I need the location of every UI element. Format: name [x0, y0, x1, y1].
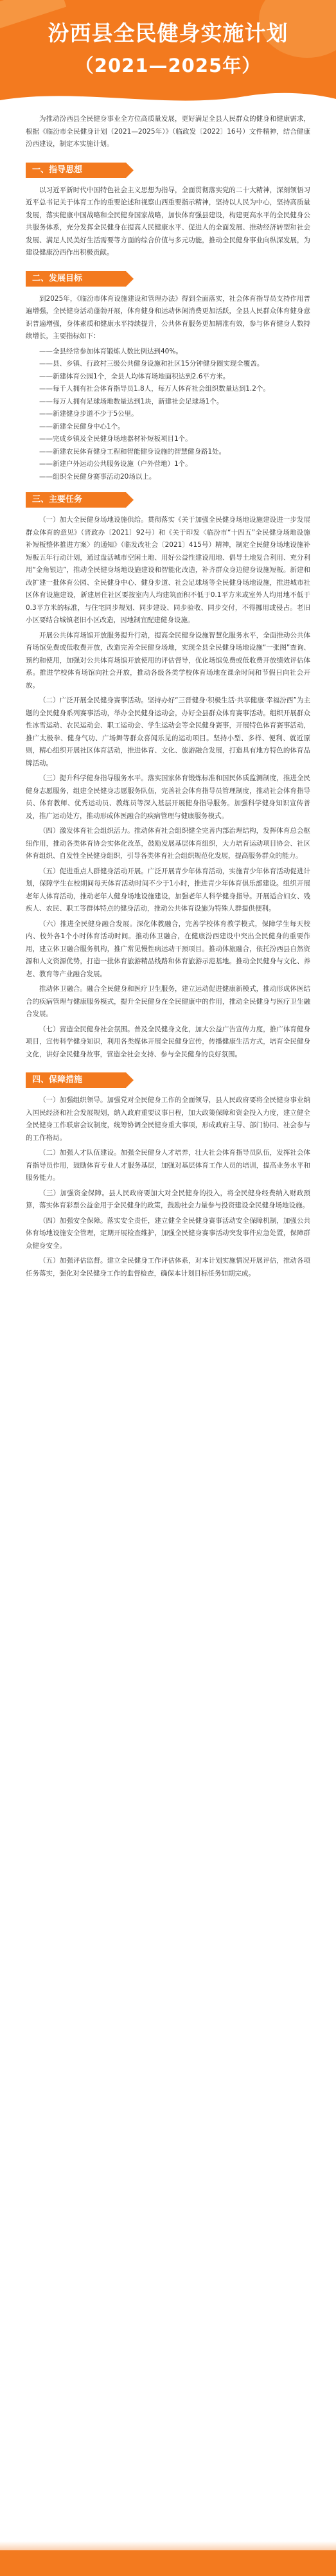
paragraph: （二）加强人才队伍建设。加强全民健身人才培养，壮大社会体育指导员队伍，发挥社会体育指导员作用，鼓励体育专业人才服务基层，加强对基层体育工作人员的培训，提高业务水平和服务能力。 — [26, 1149, 310, 1182]
paragraph: （三）加强资金保障。县人民政府要加大对全民健身的投入，将全民健身经费纳入财政预算，落实体育彩票公益金用于全民健身的政策，鼓励社会力量参与投资建设全民健身场地设施。 — [26, 1189, 310, 1209]
paragraph: （五）加强评估监督。建立全民健身工作评估体系，对本计划实施情况开展评估，推动各项任务落实，强化对全民健身工作的监督检查，确保本计划目标任务如期完成。 — [26, 1257, 310, 1277]
goal-item: ——新建农民体育健身工程和智能健身设施的智慧健身路1处。 — [39, 447, 226, 456]
goal-item: ——县、乡镇、行政村三级公共健身设施和社区15分钟健身圈实现全覆盖。 — [39, 360, 264, 368]
paragraph: 到2025年，《临汾市体育设施建设和管理办法》得到全面落实，社会体育指导员支持作用普遍增强，全民健身活动蓬勃开展，体育健身和运动休闲消费更加活跃，全县人民群众体育健身意识普遍增强，身体素质和健康水平持续提升，公共体育服务更加精准有效，参与体育健身人数持续增长，主要指标如下： — [26, 294, 310, 340]
goal-item: ——新建体育公园1个，全县人均体育场地面积达到2.6平方米。 — [39, 372, 230, 380]
header-banner — [0, 0, 336, 109]
footer-band — [0, 2550, 336, 2576]
paragraph: （四）加强安全保障。落实安全责任，建立健全全民健身赛事活动安全保障机制，加强公共体育场地设施安全管理，定期开展检查维护，加强全民健身赛事活动突发事件应急处置，保障群众健身安全。 — [26, 1216, 310, 1250]
paragraph: 开展公共体育场馆开放服务提升行动，提高全民健身设施智慧化服务水平，全面推动公共体育场馆免费或低收费开放，改造完善全民健身场地，实现全县全民健身场地设施“一张图”查询、预约和使用，加强对公共体育场馆开放使用的评估督导，优化场馆免费或低收费开放绩效评估体系。推进学校体育场馆向社会开放，推动各级各类学校体育场地在课余时间和节假日向社会开放。 — [26, 631, 310, 689]
paragraph: （六）推进全民健身融合发展。深化体教融合，完善学校体育教学模式，保障学生每天校内、校外各1个小时体育活动时间。推动体卫融合，在健康汾西建设中突出全民健身的重要作用，建立体卫融合服务机构，推广常见慢性病运动干预项目。推动体旅融合，依托汾西县自然资源和人文资源优势，打造一批体育旅游精品线路和体育旅游示范基地。推动全民健身与文化、养老、教育等产业融合发展。 — [26, 919, 310, 978]
paragraph: （五）促进重点人群健身活动开展。广泛开展青少年体育活动，实施青少年体育活动促进计划，保障学生在校期间每天体育活动时间不少于1小时，推进青少年体育俱乐部建设。组织开展老年人体育活动，推动老年人健身场地设施建设，加强老年人科学健身指导。开展适合妇女、残疾人、农民、职工等群体特点的健身活动，推动公共体育设施为特殊人群提供便利。 — [26, 867, 310, 912]
goal-item: ——新建全民健身中心1个。 — [39, 422, 125, 431]
goal-item: ——新建户外运动公共服务设施（户外营地）1个。 — [39, 460, 192, 468]
goal-item: ——全县经常参加体育锻炼人数比例达到40%。 — [39, 347, 182, 355]
paragraph: 推动体卫融合。融合全民健身和医疗卫生服务，建立运动促进健康新模式，推动形成体医结合的疾病管理与健康服务模式，提升全民健身在全民健康中的作用，推动全民健身与医疗卫生融合发展。 — [26, 985, 310, 1018]
intro-paragraph: 为推动汾西县全民健身事业全方位高质量发展，更好满足全县人民群众的健身和健康需求，根据《临汾市全民健身计划（2021—2025年）》（临政发〔2022〕16号）文件精神，结合健康汾西建设，制定本实施计划。 — [26, 115, 310, 148]
page-subtitle: （2021—2025年） — [75, 55, 261, 76]
section-heading-development-goals: 二、发展目标 — [26, 271, 126, 287]
goal-item: ——每万人拥有足球场地数量达到1块，新建社会足球场1个。 — [39, 397, 224, 405]
goal-item: ——新建健身步道不少于5公里。 — [39, 410, 138, 418]
goal-item: ——完成乡镇及全民健身场地器材补短板项目1个。 — [39, 435, 192, 443]
goal-item: ——组织全民健身赛事活动20场以上。 — [39, 472, 156, 481]
section-heading-guiding-ideology: 一、指导思想 — [26, 163, 126, 178]
paragraph: 以习近平新时代中国特色社会主义思想为指导，全面贯彻落实党的二十大精神，深刻领悟习近平总书记关于体育工作的重要论述和视察山西重要指示精神，坚持以人民为中心，坚持高质量发展，落实健康中国战略和全民健身国家战略，加快体育强县建设，构建更高水平的全民健身公共服务体系，充分发挥全民健身在提高人民健康水平、促进人的全面发展、推动经济转型和社会发展、满足人民美好生活需要等方面的综合价值与多元功能，推动全民健身事业向纵深发展，为建设健康汾西作出积极贡献。 — [26, 186, 310, 256]
section-heading-safeguards: 四、保障措施 — [26, 1072, 126, 1088]
header-wave-decoration — [0, 87, 336, 109]
paragraph: （三）提升科学健身指导服务水平。落实国家体育锻炼标准和国民体质监测制度，推进全民健身志愿服务，组建全民健身志愿服务队伍，完善社会体育指导员管理制度，推动社会体育指导员、体育教师、优秀运动员、教练员等深入基层开展健身指导服务。加强科学健身知识宣传普及，推广运动处方，推动形成体医融合的疾病管理与健康服务模式。 — [26, 774, 310, 820]
goal-item: ——每千人拥有社会体育指导员1.8人，每万人体育社会组织数量达到1.2个。 — [39, 385, 270, 393]
paragraph: （四）激发体育社会组织活力。推动体育社会组织健全完善内部治理结构，发挥体育总会枢纽作用，推动各类体育协会实体化改革，鼓励发展基层体育组织，大力培育运动项目协会、社区体育组织、自发性全民健身组织，引导各类体育社会组织规范化发展，提高服务群众的能力。 — [26, 827, 310, 860]
paragraph: （一）加大全民健身场地设施供给。贯彻落实《关于加强全民健身场地设施建设进一步发展群众体育的意见》（晋政办〔2021〕92号）和《关于印发〈临汾市“十四五”全民健身场地设施补短板整体推进方案〉的通知》（临发改社会〔2021〕415号）精神，制定全民健身场地设施补短板五年行动计划，通过盘活城市空闲土地、用好公益性建设用地、倡导土地复合利用、充分利用“金角银边”，推动全民健身场地设施建设和智能化改造，补齐群众身边健身设施短板。新建和改扩建一批体育公园、全民健身中心、健身步道、社会足球场等全民健身场地设施，推进城市社区体育设施建设，新建居住社区要按室内人均建筑面积不低于0.1平方米或室外人均用地不低于0.3平方米的标准，与住宅同步规划、同步建设、同步验收、同步交付，不得挪用或侵占。老旧小区要结合城镇老旧小区改造，因地制宜配建健身设施。 — [26, 516, 310, 624]
page-title: 汾西县全民健身实施计划 — [48, 21, 288, 46]
document-body — [0, 109, 336, 1280]
paragraph: （一）加强组织领导。加强党对全民健身工作的全面领导，县人民政府要将全民健身事业纳入国民经济和社会发展规划，纳入政府重要议事日程，加大政策保障和资金投入力度，建立健全全民健身工作联席会议制度，统筹协调全民健身重大事项，形成政府主导、部门协同、社会参与的工作格局。 — [26, 1096, 310, 1142]
paragraph: （二）广泛开展全民健身赛事活动。坚持办好“三晋健身·积极生活·共享健康·幸福汾西”为主题的全民健身系列赛事活动，举办全民健身运动会，办好全县群众体育赛事活动。组织开展群众性冰雪运动、农民运动会、职工运动会、学生运动会等全民健身赛事，开展特色体育赛事活动，推广太极拳、健身气功、广场舞等群众喜闻乐见的运动项目。坚持小型、多样、便利、就近原则，精心组织开展社区体育活动，推进体育、文化、旅游融合发展，打造具有地方特色的体育品牌活动。 — [26, 697, 311, 767]
section-heading-main-tasks: 三、主要任务 — [26, 492, 126, 508]
paragraph: （七）营造全民健身社会氛围。普及全民健身文化，加大公益广告宣传力度，推广体育健身项目，宣传科学健身知识，利用各类媒体开展全民健身宣传，传播健康生活方式，培育全民健身文化，讲好全民健身故事，营造全社会支持、参与全民健身的良好氛围。 — [26, 1025, 310, 1058]
